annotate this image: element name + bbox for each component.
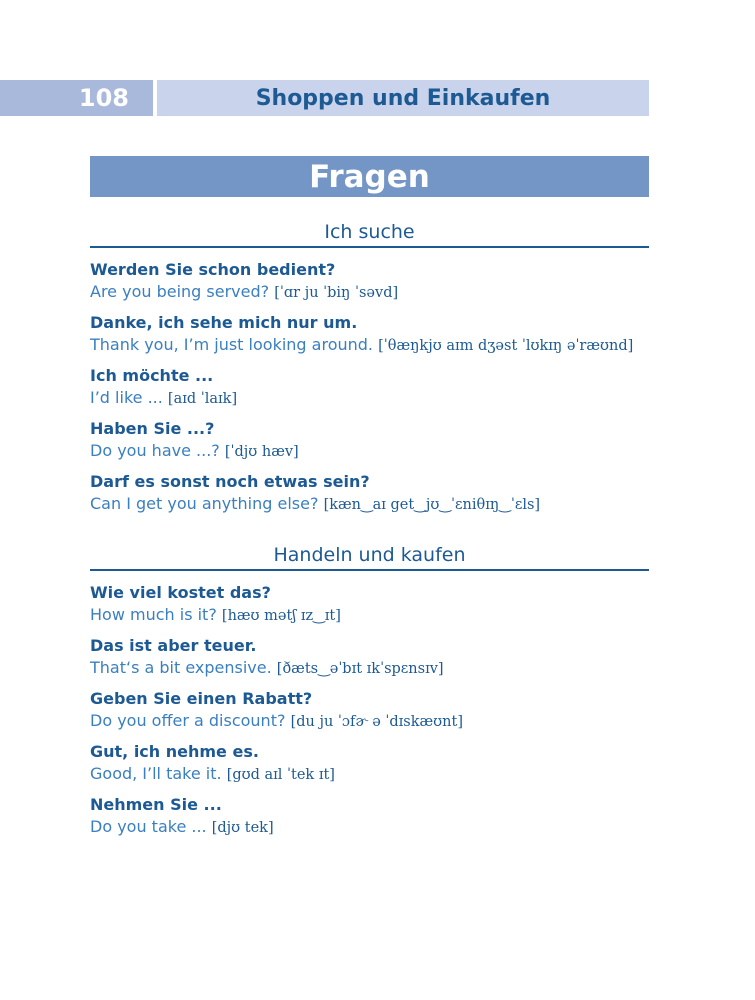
ipa-transcription: [gʊd aɪl ˈtek ɪt] [226, 767, 335, 783]
german-phrase: Wie viel kostet das? [90, 583, 271, 602]
ipa-transcription: [aɪd ˈlaɪk] [167, 391, 238, 407]
german-phrase: Darf es sonst noch etwas sein? [90, 472, 370, 491]
ipa-transcription: [ðæts‿əˈbɪt ɪkˈspɛnsɪv] [276, 661, 444, 677]
german-phrase: Geben Sie einen Rabatt? [90, 689, 313, 708]
german-phrase: Danke, ich sehe mich nur um. [90, 313, 358, 332]
german-phrase: Ich möchte ... [90, 366, 214, 385]
english-phrase [90, 440, 649, 463]
ipa-transcription: [djʊ tek] [211, 820, 274, 836]
german-phrase: Nehmen Sie ... [90, 795, 222, 814]
english-text: Do you take ... [90, 817, 207, 836]
english-phrase [90, 387, 649, 410]
subheading-handeln-und-kaufen: Handeln und kaufen [90, 542, 649, 571]
chapter-title: Shoppen und Einkaufen [157, 80, 649, 116]
german-phrase: Haben Sie ...? [90, 419, 215, 438]
english-phrase [90, 710, 649, 733]
phrase-item [90, 635, 649, 680]
phrase-item [90, 418, 649, 463]
ipa-transcription: [du ju ˈɔfɚ ə ˈdɪskæʊnt] [290, 714, 463, 730]
section-title: Fragen [90, 156, 649, 197]
subheading-ich-suche: Ich suche [90, 219, 649, 248]
english-phrase [90, 816, 649, 839]
page-header [0, 80, 649, 116]
phrase-item [90, 794, 649, 839]
phrase-item [90, 312, 649, 357]
english-text: Thank you, I’m just looking around. [90, 335, 373, 354]
german-phrase: Das ist aber teuer. [90, 636, 257, 655]
phrase-item [90, 365, 649, 410]
ipa-transcription: [ˈdjʊ hæv] [224, 444, 299, 460]
english-text: Are you being served? [90, 282, 270, 301]
ipa-transcription: [ˈɑr ju ˈbiŋ ˈsəvd] [274, 285, 399, 301]
ipa-transcription: [kæn‿aɪ get‿jʊ‿ˈɛniθɪŋ‿ˈɛls] [323, 497, 541, 513]
phrase-item [90, 259, 649, 304]
phrase-item [90, 688, 649, 733]
phrase-item [90, 582, 649, 627]
english-text: How much is it? [90, 605, 217, 624]
english-phrase [90, 281, 649, 304]
english-phrase [90, 604, 649, 627]
phrase-item [90, 741, 649, 786]
english-text: Good, I’ll take it. [90, 764, 222, 783]
page-number: 108 [0, 80, 153, 116]
ipa-transcription: [hæʊ mətʃ ɪz‿ɪt] [221, 608, 341, 624]
english-phrase [90, 763, 649, 786]
phrase-item [90, 471, 649, 516]
english-text: Can I get you anything else? [90, 494, 319, 513]
ipa-transcription: [ˈθæŋkjʊ aɪm dʒəst ˈlʊkɪŋ əˈræʊnd] [378, 338, 634, 354]
english-text: Do you have ...? [90, 441, 220, 460]
english-text: I’d like ... [90, 388, 163, 407]
english-text: That‘s a bit expensive. [90, 658, 272, 677]
phrase-content [90, 219, 649, 847]
english-phrase [90, 493, 649, 516]
german-phrase: Werden Sie schon bedient? [90, 260, 336, 279]
english-text: Do you offer a discount? [90, 711, 286, 730]
english-phrase [90, 334, 649, 357]
german-phrase: Gut, ich nehme es. [90, 742, 259, 761]
english-phrase [90, 657, 649, 680]
